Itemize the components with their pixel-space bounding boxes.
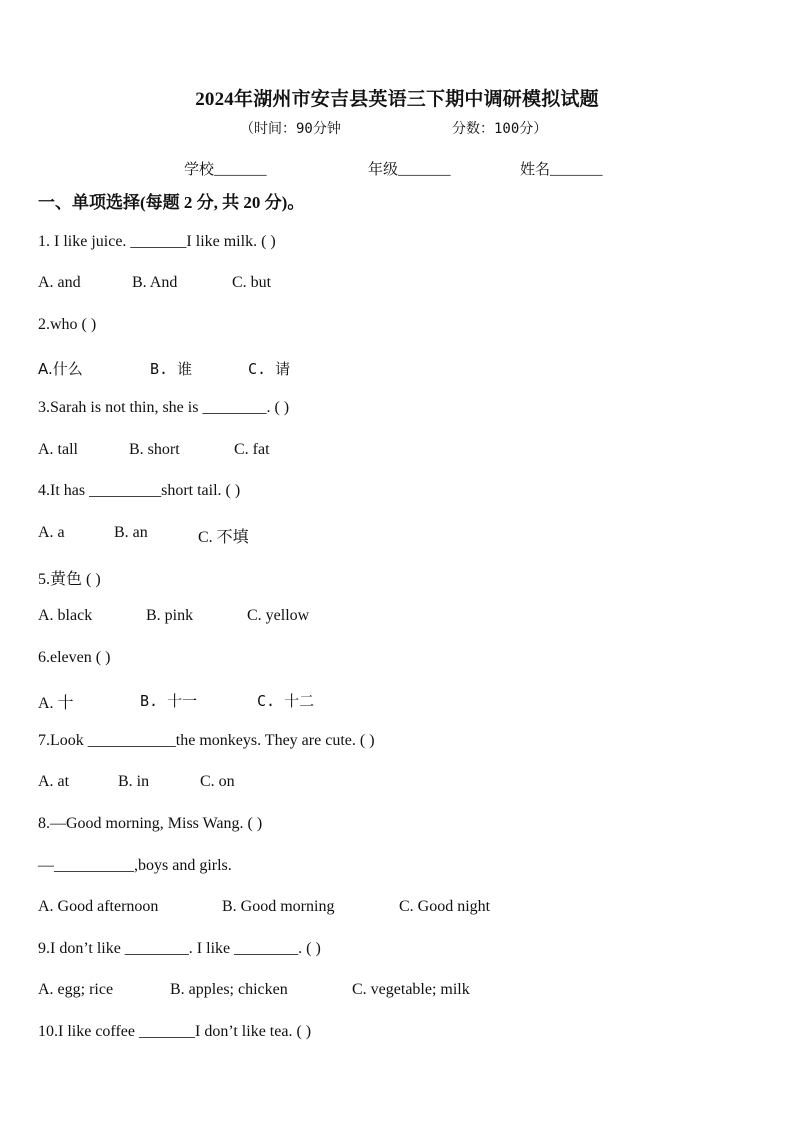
question-8-reply: —__________,boys and girls. [38,857,232,874]
option-4a: A. a [38,524,65,541]
grade-field: 年级_______ [368,162,451,178]
option-8c: C. Good night [399,898,491,915]
option-1b: B. And [132,274,178,291]
exam-time: （时间：90分钟 [240,121,341,137]
question-1: 1. I like juice. _______I like milk. ( ) [38,233,276,250]
option-3a: A. tall [38,441,78,458]
question-9: 9.I don’t like ________. I like ________. ( ) [38,940,321,957]
option-7b: B. in [118,773,150,790]
option-5b: B. pink [146,607,194,624]
question-5: 5.黄色 ( ) [38,571,101,588]
question-2: 2.who ( ) [38,316,97,333]
option-2c: C. 请 [248,360,291,378]
question-7: 7.Look ___________the monkeys. They are cute. ( ) [38,732,375,749]
option-9b: B. apples; chicken [170,981,288,998]
option-8a: A. Good afternoon [38,898,159,915]
option-1a: A. and [38,274,81,291]
option-5a: A. black [38,607,93,624]
page-title: 2024年湖州市安吉县英语三下期中调研模拟试题 [195,89,599,110]
school-field: 学校_______ [184,162,267,178]
option-5c: C. yellow [247,607,310,624]
option-8b: B. Good morning [222,898,335,915]
question-8: 8.—Good morning, Miss Wang. ( ) [38,815,263,832]
option-2b: B. 谁 [150,360,193,378]
question-4: 4.It has _________short tail. ( ) [38,482,241,499]
name-field: 姓名_______ [520,162,603,178]
section-heading: 一、单项选择(每题 2 分, 共 20 分)。 [38,193,305,212]
option-9a: A. egg; rice [38,981,114,998]
option-4b: B. an [114,524,148,541]
option-6c: C. 十二 [257,692,315,710]
option-9c: C. vegetable; milk [352,981,470,998]
option-6b: B. 十一 [140,692,198,710]
option-1c: C. but [232,274,272,291]
option-6a: A. 十 [38,695,74,712]
option-2a: A.什么 [38,360,83,378]
question-6: 6.eleven ( ) [38,649,111,666]
option-3b: B. short [129,441,180,458]
option-3c: C. fat [234,441,270,458]
option-7c: C. on [200,773,235,790]
option-7a: A. at [38,773,70,790]
option-4c: C. 不填 [198,529,249,546]
question-10: 10.I like coffee _______I don’t like tea. ( ) [38,1023,312,1040]
exam-score: 分数：100分） [452,121,548,137]
question-3: 3.Sarah is not thin, she is ________. ( ) [38,399,290,416]
